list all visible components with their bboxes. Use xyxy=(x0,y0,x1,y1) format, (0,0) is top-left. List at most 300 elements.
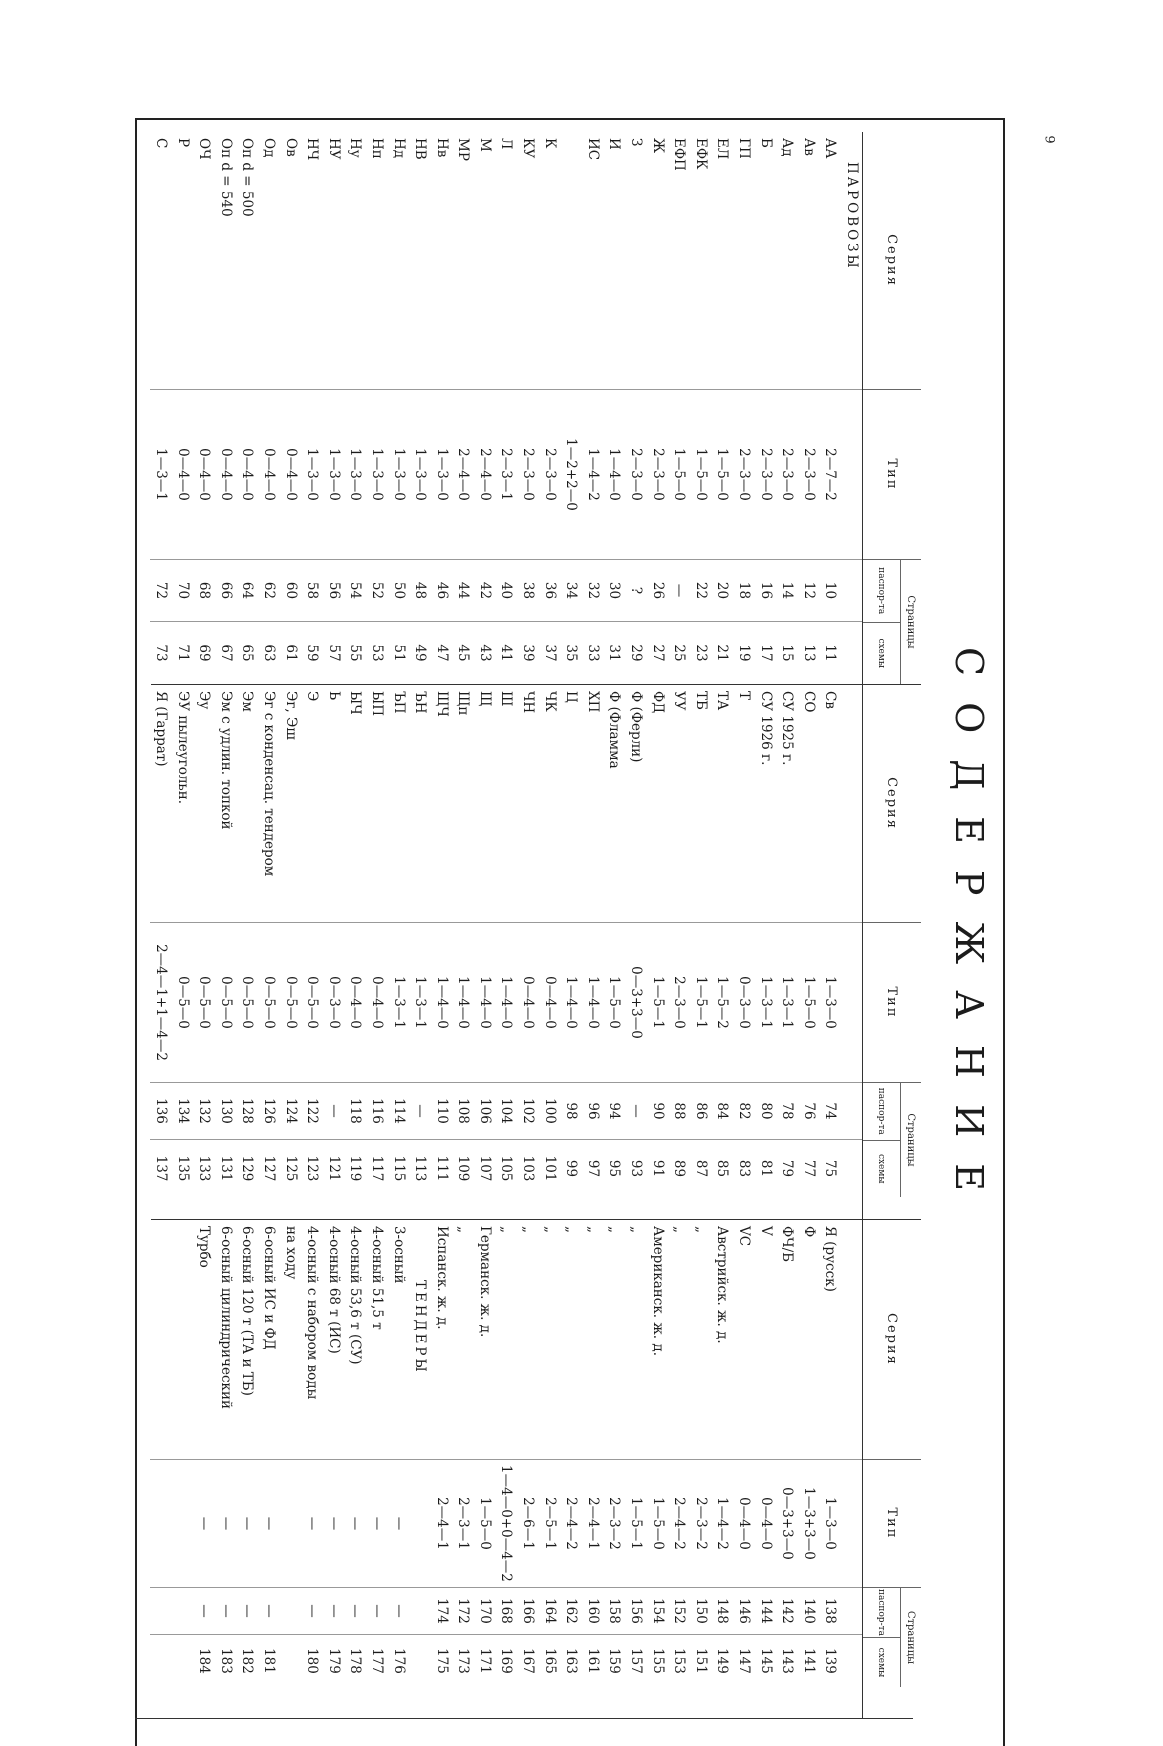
header-type: Тип xyxy=(863,923,921,1083)
type-cell: 1—5—0 xyxy=(606,976,623,1029)
header-pages-label: Страницы xyxy=(900,560,921,684)
type-cell: 1—3—0 xyxy=(433,448,450,501)
scheme-cell: 159 xyxy=(606,1648,623,1674)
type-cell: 1—5—0 xyxy=(649,1497,666,1550)
scheme-cell: 77 xyxy=(800,1159,817,1178)
scheme-cell xyxy=(840,622,862,684)
series-cell: С xyxy=(153,138,169,149)
scheme-cell: 51 xyxy=(390,644,407,662)
scheme-cell: 111 xyxy=(433,1155,450,1182)
series-cell: 3-осный xyxy=(390,1225,407,1284)
passport-cell: 142 xyxy=(779,1598,796,1624)
type-cell: 0—4—0 xyxy=(347,976,364,1029)
passport-cell: — xyxy=(196,1604,213,1618)
type-cell xyxy=(840,390,862,559)
scheme-column xyxy=(150,622,862,684)
series-cell: НВ xyxy=(412,138,429,160)
passport-cell: 134 xyxy=(174,1098,191,1124)
type-cell: 0—4—0 xyxy=(282,448,299,501)
scheme-cell: 153 xyxy=(671,1648,688,1674)
series-cell: V xyxy=(757,1225,774,1236)
series-cell: ОЧ xyxy=(196,138,213,160)
scheme-cell: 73 xyxy=(153,644,169,662)
type-cell: 2—3—0 xyxy=(541,448,558,501)
series-cell: на ходу xyxy=(282,1225,299,1280)
scheme-cell: 37 xyxy=(541,644,558,662)
passport-cell: 96 xyxy=(584,1102,601,1120)
type-cell: 1—4—0 xyxy=(433,976,450,1029)
passport-cell: 88 xyxy=(671,1102,688,1120)
series-cell: Ов xyxy=(282,138,299,157)
passport-column xyxy=(150,1083,862,1140)
type-cell: 1—5—0 xyxy=(800,976,817,1029)
passport-cell: 90 xyxy=(649,1102,666,1120)
scheme-cell: 15 xyxy=(779,644,796,662)
passport-cell: 40 xyxy=(498,581,515,600)
type-cell: 1—5—1 xyxy=(628,1497,645,1550)
scheme-cell: 119 xyxy=(347,1155,364,1182)
type-cell: — xyxy=(260,1516,277,1531)
passport-cell xyxy=(840,1588,862,1634)
series-cell: Ь xyxy=(325,691,342,701)
type-cell: — xyxy=(304,1516,321,1531)
passport-cell: 80 xyxy=(757,1102,774,1120)
scheme-cell: 71 xyxy=(174,644,191,662)
passport-cell: — xyxy=(671,583,688,598)
type-column xyxy=(150,390,862,560)
scheme-cell: 113 xyxy=(412,1155,429,1182)
passport-cell: 140 xyxy=(800,1598,817,1624)
passport-cell xyxy=(840,560,862,621)
scheme-cell: 184 xyxy=(196,1648,213,1674)
scheme-cell: 17 xyxy=(757,644,774,662)
series-cell: КУ xyxy=(520,138,537,159)
series-cell: ЧК xyxy=(541,691,558,712)
series-cell: ЕЛ xyxy=(714,138,731,160)
column-header xyxy=(862,132,921,684)
type-cell: 2—4—2 xyxy=(563,1497,580,1550)
type-cell: 1—3—0 xyxy=(822,976,839,1029)
scheme-cell: 105 xyxy=(498,1155,515,1182)
passport-cell: 70 xyxy=(174,581,191,600)
header-pages-label: Страницы xyxy=(900,1083,921,1197)
scheme-cell: 41 xyxy=(498,644,515,662)
type-cell: — xyxy=(239,1516,256,1531)
series-cell: Нд xyxy=(390,138,407,159)
type-cell: 0—5—0 xyxy=(217,976,234,1029)
scheme-cell: 27 xyxy=(649,644,666,662)
header-passport: паспор-та xyxy=(863,1588,900,1638)
series-cell: НУ xyxy=(325,138,342,160)
series-cell: Ад xyxy=(779,138,796,157)
series-cell: ЕФК xyxy=(692,138,709,170)
type-cell: 1—5—2 xyxy=(714,976,731,1029)
type-cell: 2—3—2 xyxy=(606,1497,623,1550)
scheme-cell: 178 xyxy=(347,1648,364,1674)
type-cell: 0—4—0 xyxy=(260,448,277,501)
type-cell: 2—4—1 xyxy=(584,1497,601,1550)
type-cell: 1—4—0 xyxy=(606,448,623,501)
type-cell xyxy=(840,923,862,1082)
passport-cell: — xyxy=(260,1604,277,1618)
type-cell: 1—3+3—0 xyxy=(800,1487,817,1560)
type-cell: 2—4—0 xyxy=(455,448,472,501)
passport-cell: 114 xyxy=(390,1098,407,1124)
passport-cell: 34 xyxy=(563,581,580,600)
scheme-cell: 151 xyxy=(692,1648,709,1674)
passport-cell: 52 xyxy=(368,581,385,600)
scheme-cell: 67 xyxy=(217,644,234,662)
passport-cell: 144 xyxy=(757,1598,774,1624)
series-cell: ЪН xyxy=(412,691,429,714)
scheme-cell: 57 xyxy=(325,644,342,662)
scheme-cell: 89 xyxy=(671,1159,688,1178)
type-cell: 2—7—2 xyxy=(822,448,839,501)
series-cell: Ш xyxy=(498,691,515,707)
series-cell: Оп d = 500 xyxy=(239,138,256,217)
series-cell: Эм xyxy=(239,691,256,712)
scheme-cell: 97 xyxy=(584,1159,601,1178)
series-cell: „ xyxy=(455,1225,472,1233)
passport-cell: 150 xyxy=(692,1598,709,1624)
scheme-cell: 127 xyxy=(260,1155,277,1182)
series-cell: СО xyxy=(800,691,817,713)
passport-cell: 46 xyxy=(433,581,450,600)
series-cell: Р xyxy=(174,138,191,148)
series-cell: Ф xyxy=(800,1225,817,1238)
scheme-cell: 55 xyxy=(347,644,364,662)
scheme-cell: 145 xyxy=(757,1648,774,1674)
scheme-cell xyxy=(840,1140,862,1197)
scheme-cell: 85 xyxy=(714,1159,731,1178)
header-passport: паспор-та xyxy=(863,560,900,623)
scheme-cell: 175 xyxy=(433,1648,450,1674)
type-cell: 2—3—1 xyxy=(455,1497,472,1550)
type-cell: 1—4—0 xyxy=(455,976,472,1029)
type-cell: 2—4—1+1—4—2 xyxy=(153,944,169,1061)
series-cell: Щп xyxy=(455,691,472,716)
passport-cell: 66 xyxy=(217,581,234,600)
type-cell: 1—3—0 xyxy=(390,448,407,501)
passport-cell xyxy=(840,1083,862,1139)
type-cell: 1—5—1 xyxy=(649,976,666,1029)
scheme-cell: 161 xyxy=(584,1648,601,1674)
scheme-cell: 165 xyxy=(541,1648,558,1674)
scheme-cell: 31 xyxy=(606,644,623,662)
type-cell xyxy=(409,1460,431,1587)
series-cell: Ж xyxy=(649,138,666,154)
passport-column xyxy=(150,560,862,622)
series-cell: 6-осный ИС и ФД xyxy=(260,1225,277,1350)
column-panel-2 xyxy=(151,685,921,1220)
scheme-cell: 47 xyxy=(433,644,450,662)
passport-cell: — xyxy=(239,1604,256,1618)
type-cell: 1—4—0+0—4—2 xyxy=(498,1465,515,1582)
series-cell: И xyxy=(606,138,623,150)
passport-cell: 78 xyxy=(779,1102,796,1120)
series-cell: „ xyxy=(541,1225,558,1233)
scheme-cell: 149 xyxy=(714,1648,731,1674)
scheme-cell: 91 xyxy=(649,1159,666,1178)
passport-cell: 166 xyxy=(520,1598,537,1624)
type-cell: 1—4—0 xyxy=(584,976,601,1029)
passport-cell: 14 xyxy=(779,581,796,600)
header-passport: паспор-та xyxy=(863,1083,900,1141)
series-cell: Э xyxy=(304,691,321,702)
contents-table xyxy=(151,132,921,1718)
type-cell xyxy=(840,1460,862,1587)
passport-cell: 168 xyxy=(498,1598,515,1624)
type-cell: 0—4—0 xyxy=(239,448,256,501)
series-cell: Испанск. ж. д. xyxy=(433,1225,450,1330)
scheme-cell: 75 xyxy=(822,1159,839,1178)
type-column xyxy=(150,923,862,1083)
series-cell: ЫП xyxy=(368,691,385,717)
scheme-cell xyxy=(840,1635,862,1687)
type-cell: 2—5—1 xyxy=(541,1497,558,1550)
series-cell: УУ xyxy=(671,691,688,711)
passport-cell: 38 xyxy=(520,581,537,600)
series-cell: „ xyxy=(671,1225,688,1233)
type-cell: 0—5—0 xyxy=(239,976,256,1029)
series-cell: ХП xyxy=(584,691,601,713)
scheme-cell: 11 xyxy=(822,644,839,662)
passport-cell: 10 xyxy=(822,581,839,600)
header-scheme: схемы xyxy=(876,1153,887,1184)
type-cell: 1—4—2 xyxy=(584,448,601,501)
scheme-cell: 13 xyxy=(800,644,817,662)
header-pages-sub xyxy=(863,1083,900,1197)
passport-cell xyxy=(409,1588,431,1634)
passport-cell: 20 xyxy=(714,581,731,600)
type-cell: 2—3—0 xyxy=(779,448,796,501)
type-cell: 1—3—1 xyxy=(390,976,407,1029)
type-cell: 1—5—0 xyxy=(692,448,709,501)
type-cell: 0—4—0 xyxy=(368,976,385,1029)
type-cell: 0—5—0 xyxy=(260,976,277,1029)
series-cell: Од xyxy=(260,138,277,158)
scheme-cell: 35 xyxy=(563,644,580,662)
type-cell: 1—3—1 xyxy=(757,976,774,1029)
passport-cell: 126 xyxy=(260,1098,277,1124)
scheme-cell: 83 xyxy=(736,1159,753,1178)
type-cell: — xyxy=(347,1516,364,1531)
column-header xyxy=(862,685,921,1219)
type-cell: 2—4—2 xyxy=(671,1497,688,1550)
type-cell: 1—5—0 xyxy=(476,1497,493,1550)
passport-cell: 56 xyxy=(325,581,342,600)
passport-cell: — xyxy=(325,1104,342,1118)
passport-cell: 118 xyxy=(347,1098,364,1124)
type-cell: 1—3—0 xyxy=(368,448,385,501)
passport-cell: 76 xyxy=(800,1102,817,1120)
type-cell: 1—3—1 xyxy=(153,448,169,501)
passport-cell: — xyxy=(304,1604,321,1618)
scheme-cell: 180 xyxy=(304,1648,321,1674)
passport-cell: 170 xyxy=(476,1598,493,1624)
series-cell: Эг с конденсац. тендером xyxy=(260,691,277,877)
type-cell: 2—3—0 xyxy=(671,976,688,1029)
header-scheme: схемы xyxy=(876,638,887,669)
series-cell: З xyxy=(628,138,645,147)
passport-cell: 146 xyxy=(736,1598,753,1624)
scheme-cell: 177 xyxy=(368,1648,385,1674)
passport-cell: — xyxy=(325,1604,342,1618)
type-cell: 0—4—0 xyxy=(196,448,213,501)
type-cell: 1—2+2—0 xyxy=(563,438,580,511)
passport-cell: 94 xyxy=(606,1102,623,1120)
passport-cell: — xyxy=(412,1104,429,1118)
type-cell: — xyxy=(196,1516,213,1531)
series-cell: Ну xyxy=(347,138,364,158)
series-cell xyxy=(840,685,862,922)
series-cell: Турбо xyxy=(196,1225,213,1268)
passport-cell: — xyxy=(628,1104,645,1118)
scheme-cell: 79 xyxy=(779,1159,796,1178)
passport-cell: 116 xyxy=(368,1098,385,1124)
scheme-cell: 169 xyxy=(498,1648,515,1674)
series-cell: СУ 1926 г. xyxy=(757,691,774,766)
scheme-cell: 135 xyxy=(174,1155,191,1182)
passport-cell: 172 xyxy=(455,1598,472,1624)
type-cell: 0—4—0 xyxy=(174,448,191,501)
scheme-cell: 87 xyxy=(692,1159,709,1178)
passport-cell: — xyxy=(347,1604,364,1618)
type-cell: 2—6—1 xyxy=(520,1497,537,1550)
passport-cell: 138 xyxy=(822,1598,839,1624)
series-cell: „ xyxy=(584,1225,601,1233)
frame-inner-line xyxy=(135,1718,913,1719)
type-cell: 1—4—0 xyxy=(476,976,493,1029)
series-cell: ЩЧ xyxy=(433,691,450,717)
type-cell: 0—5—0 xyxy=(174,976,191,1029)
scheme-cell: 167 xyxy=(520,1648,537,1674)
series-cell xyxy=(560,132,582,389)
type-cell: 2—3—0 xyxy=(800,448,817,501)
scheme-cell: 39 xyxy=(520,644,537,662)
scheme-cell: 107 xyxy=(476,1155,493,1182)
column-body xyxy=(150,132,862,684)
series-cell: VC xyxy=(736,1225,753,1247)
passport-cell xyxy=(279,1588,301,1634)
series-cell: ТБ xyxy=(692,691,709,710)
passport-cell: 36 xyxy=(541,581,558,600)
series-cell: „ xyxy=(498,1225,515,1233)
scheme-column xyxy=(150,1635,862,1687)
type-cell: 0—5—0 xyxy=(196,976,213,1029)
passport-cell: — xyxy=(368,1604,385,1618)
type-cell: 1—4—0 xyxy=(563,976,580,1029)
scheme-cell: 173 xyxy=(455,1648,472,1674)
series-cell: ЕФП xyxy=(671,138,688,171)
scheme-cell: 133 xyxy=(196,1155,213,1182)
type-cell: 2—4—0 xyxy=(476,448,493,501)
passport-cell: 42 xyxy=(476,581,493,600)
header-series: Серия xyxy=(863,685,921,923)
scheme-cell: 19 xyxy=(736,644,753,662)
scheme-cell: 125 xyxy=(282,1155,299,1182)
scheme-cell: 143 xyxy=(779,1648,796,1674)
passport-cell: 160 xyxy=(584,1598,601,1624)
passport-cell: 50 xyxy=(390,581,407,600)
passport-cell: 136 xyxy=(153,1098,169,1124)
scheme-cell: 53 xyxy=(368,644,385,662)
scheme-cell: 43 xyxy=(476,644,493,662)
scheme-cell: 123 xyxy=(304,1155,321,1182)
series-cell: „ xyxy=(692,1225,709,1233)
series-cell: 6-осный 120 т (ТА и ТБ) xyxy=(239,1225,256,1396)
scheme-cell: 182 xyxy=(239,1648,256,1674)
type-cell: 0—5—0 xyxy=(282,976,299,1029)
column-panel-3 xyxy=(151,1220,921,1718)
passport-cell: 100 xyxy=(541,1098,558,1124)
type-cell: 2—3—0 xyxy=(520,448,537,501)
type-cell: 2—3—0 xyxy=(649,448,666,501)
type-column xyxy=(150,1460,862,1588)
scheme-cell: 65 xyxy=(239,644,256,662)
scheme-cell: 61 xyxy=(282,644,299,662)
scheme-cell: 131 xyxy=(217,1155,234,1182)
scheme-cell: 95 xyxy=(606,1159,623,1178)
type-cell: 2—3—0 xyxy=(628,448,645,501)
passport-cell: 98 xyxy=(563,1102,580,1120)
scheme-cell: 33 xyxy=(584,644,601,662)
scheme-cell: 181 xyxy=(260,1648,277,1674)
type-cell: 1—4—2 xyxy=(714,1497,731,1550)
scheme-cell: 183 xyxy=(217,1648,234,1674)
passport-cell: 64 xyxy=(239,581,256,600)
scheme-cell: 157 xyxy=(628,1648,645,1674)
scheme-cell: 93 xyxy=(628,1159,645,1178)
series-cell: Австрийск. ж. д. xyxy=(714,1225,731,1344)
scheme-cell: 101 xyxy=(541,1155,558,1182)
scheme-cell: 141 xyxy=(800,1648,817,1674)
series-cell: К xyxy=(541,138,558,149)
passport-cell: 72 xyxy=(153,581,169,600)
type-cell: 1—3—1 xyxy=(412,976,429,1029)
series-cell: ФЧ/Б xyxy=(779,1225,796,1263)
series-cell: Оп d = 540 xyxy=(217,138,234,217)
type-cell: 0—4—0 xyxy=(520,976,537,1029)
passport-cell: 16 xyxy=(757,581,774,600)
type-cell: 1—5—0 xyxy=(714,448,731,501)
type-cell: — xyxy=(217,1516,234,1531)
passport-column xyxy=(150,1588,862,1635)
type-cell: 2—3—1 xyxy=(498,448,515,501)
series-cell: ЧН xyxy=(520,691,537,714)
series-column xyxy=(150,1220,862,1460)
scheme-cell: 129 xyxy=(239,1155,256,1182)
type-cell: — xyxy=(325,1516,342,1531)
page-number: 9 xyxy=(1041,135,1057,144)
passport-cell: 74 xyxy=(822,1102,839,1120)
column-panel-1 xyxy=(151,132,921,685)
passport-cell: 32 xyxy=(584,581,601,600)
series-cell: ТЕНДЕРЫ xyxy=(412,1279,429,1375)
series-cell: СУ 1925 г. xyxy=(779,691,796,766)
series-cell: Ф (Фламма xyxy=(606,691,623,769)
passport-cell: 54 xyxy=(347,581,364,600)
scheme-cell: 121 xyxy=(325,1155,342,1182)
passport-cell: 82 xyxy=(736,1102,753,1120)
series-cell: ФД xyxy=(649,691,666,714)
header-pages-sub xyxy=(863,1588,900,1687)
type-cell: 2—4—1 xyxy=(433,1497,450,1550)
scheme-cell: 147 xyxy=(736,1648,753,1674)
series-cell: 4-осный 51,5 т xyxy=(368,1225,385,1330)
scheme-cell: 176 xyxy=(390,1648,407,1674)
type-cell: — xyxy=(368,1516,385,1531)
